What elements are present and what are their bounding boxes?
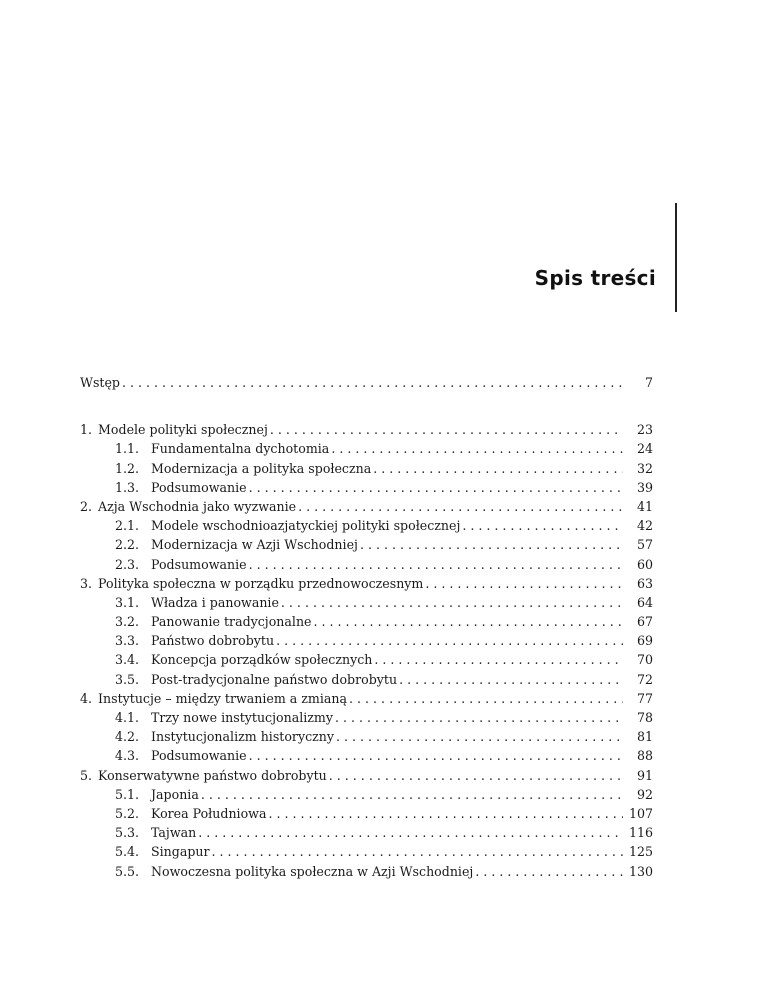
toc-entry-label: Państwo dobrobytu (151, 633, 275, 649)
toc-entry-number: 3.3. (115, 633, 140, 649)
toc-entry-number: 4.2. (115, 729, 140, 745)
toc-entry-intro[interactable] (80, 373, 653, 392)
toc-entry-number: 1. (80, 422, 93, 438)
toc-entry-number: 2.3. (115, 556, 140, 572)
toc-page-number: 69 (636, 633, 653, 649)
toc-entry-label: Modernizacja w Azji Wschodniej (151, 537, 358, 553)
toc-page-number: 78 (636, 710, 653, 725)
toc-entry-number: 5.5. (115, 863, 140, 879)
toc-chapter-entry[interactable] (80, 766, 653, 785)
title-rule (675, 203, 677, 312)
toc-section-entry[interactable] (80, 804, 653, 823)
toc-section-entry[interactable] (80, 631, 653, 650)
page-title: Spis treści (534, 266, 656, 290)
dot-leader (122, 373, 623, 392)
toc-section-entry[interactable] (80, 555, 653, 574)
toc-section-entry[interactable] (80, 535, 653, 554)
toc-entry-label: Instytucjonalizm historyczny (151, 729, 334, 745)
dot-leader (399, 670, 623, 689)
toc-entry-number: 5. (80, 767, 93, 783)
toc-page-number: 107 (628, 805, 653, 821)
toc-entry-label: Modernizacja a polityka społeczna (151, 460, 372, 476)
toc-section-entry[interactable] (80, 727, 653, 746)
toc-entry-label: Japonia (151, 786, 199, 802)
toc-chapter-entry[interactable] (80, 689, 653, 708)
toc-page-number: 92 (636, 786, 653, 802)
dot-leader (249, 478, 623, 497)
toc-section-entry[interactable] (80, 670, 653, 689)
toc-entry-number: 4.3. (115, 748, 140, 764)
toc-section-entry[interactable] (80, 650, 653, 669)
toc-page-number: 7 (644, 375, 653, 390)
toc-entry-label: Modele polityki społecznej (98, 422, 268, 438)
toc-page-number: 81 (636, 729, 653, 745)
toc-page-number: 24 (636, 441, 653, 457)
toc-page-number: 63 (636, 575, 653, 591)
dot-leader (425, 574, 623, 593)
toc-entry-label: Tajwan (151, 825, 197, 841)
dot-leader (335, 708, 623, 727)
toc-entry-number: 5.4. (115, 844, 140, 860)
dot-leader (462, 516, 623, 535)
toc-section-entry[interactable] (80, 823, 653, 842)
toc-section-entry[interactable] (80, 478, 653, 497)
toc-entry-number: 1.2. (115, 460, 140, 476)
toc-section-entry[interactable] (80, 459, 653, 478)
dot-leader (298, 497, 623, 516)
toc-entry-number: 3.4. (115, 652, 140, 668)
toc-page-number: 23 (636, 422, 653, 438)
dot-leader (281, 593, 623, 612)
dot-leader (276, 631, 623, 650)
dot-leader (314, 612, 623, 631)
toc-section-entry[interactable] (80, 746, 653, 765)
toc-chapter-entry[interactable] (80, 497, 653, 516)
toc-page-number: 70 (636, 652, 653, 668)
toc-entry-label: Wstęp (80, 375, 120, 390)
dot-leader (331, 439, 623, 458)
toc-entry-label: Podsumowanie (151, 748, 247, 764)
toc-entry-label: Post-tradycjonalne państwo dobrobytu (151, 671, 398, 687)
toc-entry-label: Podsumowanie (151, 479, 247, 495)
toc-entry-label: Trzy nowe instytucjonalizmy (151, 710, 333, 725)
dot-leader (268, 804, 623, 823)
toc-page-number: 60 (636, 556, 653, 572)
toc-entry-label: Konserwatywne państwo dobrobytu (98, 767, 327, 783)
dot-leader (329, 766, 623, 785)
toc-entry-label: Instytucje – między trwaniem a zmianą (98, 690, 348, 706)
toc-section-entry[interactable] (80, 612, 653, 631)
toc-entry-number: 2. (80, 498, 93, 514)
toc-page-number: 57 (636, 537, 653, 553)
toc-section-entry[interactable] (80, 842, 653, 861)
toc-entry-number: 1.1. (115, 441, 140, 457)
toc-page-number: 88 (636, 748, 653, 764)
toc-entry-number: 3. (80, 575, 93, 591)
toc-entry-label: Korea Południowa (151, 805, 267, 821)
toc-entry-label: Władza i panowanie (151, 594, 279, 610)
toc-entry-number: 4. (80, 690, 93, 706)
dot-leader (336, 727, 623, 746)
toc-chapters (80, 420, 653, 881)
dot-leader (212, 842, 623, 861)
toc-page-number: 72 (636, 671, 653, 687)
dot-leader (475, 862, 623, 881)
toc-entry-label: Nowoczesna polityka społeczna w Azji Wschodniej (151, 863, 474, 879)
dot-leader (373, 459, 623, 478)
toc-page-number: 64 (636, 594, 653, 610)
toc-entry-number: 5.1. (115, 786, 140, 802)
toc-entry-label: Singapur (151, 844, 210, 860)
toc-section-entry[interactable] (80, 439, 653, 458)
toc-page-number: 42 (636, 518, 653, 534)
toc-entry-number: 3.5. (115, 671, 140, 687)
toc-entry-number: 3.1. (115, 594, 140, 610)
toc-chapter-entry[interactable] (80, 574, 653, 593)
toc-entry-label: Fundamentalna dychotomia (151, 441, 330, 457)
toc-section-entry[interactable] (80, 785, 653, 804)
dot-leader (349, 689, 623, 708)
toc-section-entry[interactable] (80, 593, 653, 612)
dot-leader (270, 420, 623, 439)
toc-page-number: 67 (636, 614, 653, 630)
dot-leader (198, 823, 623, 842)
toc-entry-number: 4.1. (115, 710, 140, 725)
toc-entry-number: 1.3. (115, 479, 140, 495)
toc-entry-number: 3.2. (115, 614, 140, 630)
toc-chapter-entry[interactable] (80, 420, 653, 439)
toc-page-number: 91 (636, 767, 653, 783)
dot-leader (201, 785, 623, 804)
toc-entry-number: 5.3. (115, 825, 140, 841)
toc-page-number: 116 (628, 825, 653, 841)
toc-entry-number: 2.1. (115, 518, 140, 534)
toc-page-number: 32 (636, 460, 653, 476)
dot-leader (374, 650, 623, 669)
toc-section-entry[interactable] (80, 862, 653, 881)
toc-entry-label: Koncepcja porządków społecznych (151, 652, 373, 668)
toc-entry-number: 2.2. (115, 537, 140, 553)
spacer (80, 392, 653, 420)
toc-entry-number: 5.2. (115, 805, 140, 821)
toc-section-entry[interactable] (80, 708, 653, 727)
toc-page-number: 39 (636, 479, 653, 495)
dot-leader (249, 746, 623, 765)
toc-entry-label: Podsumowanie (151, 556, 247, 572)
toc-page-number: 125 (628, 844, 653, 860)
toc-entry-label: Polityka społeczna w porządku przednowoczesnym (98, 575, 424, 591)
toc-page-number: 130 (628, 863, 653, 879)
toc-section-entry[interactable] (80, 516, 653, 535)
table-of-contents (80, 373, 653, 881)
toc-entry-label: Panowanie tradycjonalne (151, 614, 312, 630)
dot-leader (249, 555, 623, 574)
toc-entry-label: Azja Wschodnia jako wyzwanie (98, 498, 297, 514)
toc-page-number: 77 (636, 690, 653, 706)
toc-entry-label: Modele wschodnioazjatyckiej polityki społecznej (151, 518, 461, 534)
dot-leader (360, 535, 623, 554)
toc-page-number: 41 (636, 498, 653, 514)
